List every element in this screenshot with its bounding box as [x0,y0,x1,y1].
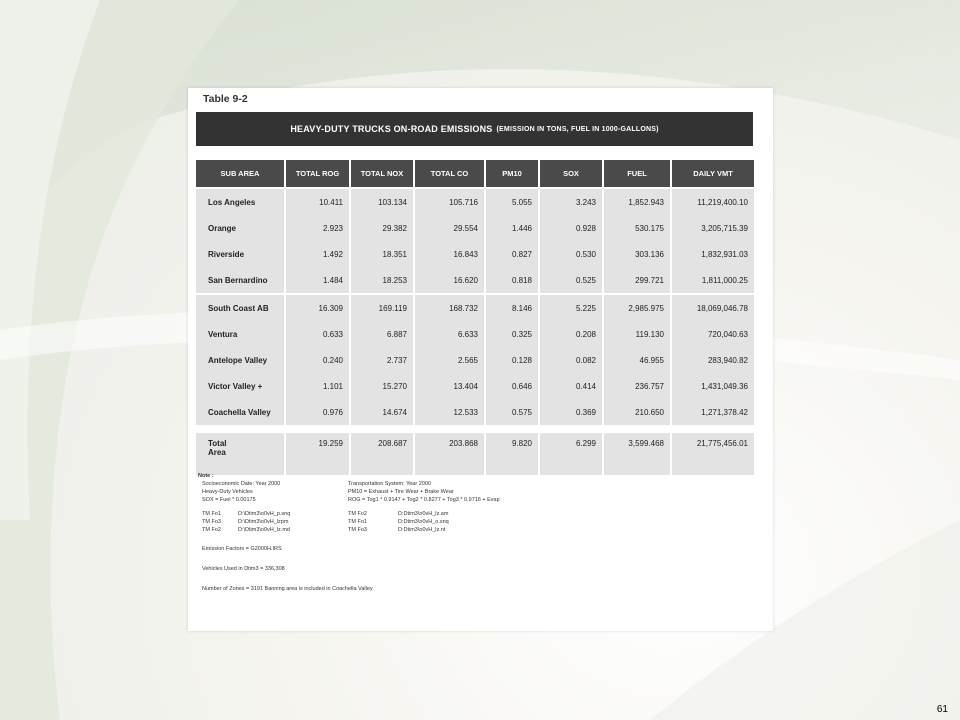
table-cell: 29.382 [351,215,415,241]
table-cell: 169.119 [351,295,415,321]
table-cell: 9.820 [486,433,540,475]
column-header: SOX [540,160,604,187]
table-cell: 0.646 [486,373,540,399]
table-cell: 10.411 [286,189,351,215]
table-row [196,295,754,321]
table-cell: 0.633 [286,321,351,347]
table-cell: 1,811,000.25 [701,275,748,285]
table-cell: 0.369 [540,399,604,425]
table-cell: Coachella Valley [196,399,286,425]
file-path: D:Dtim3\o0vH_lz.nt [398,527,446,533]
table-cell: 12.533 [415,399,486,425]
table-row [196,373,754,399]
note-sox: SOX = Fuel * 0.00175 [202,497,256,503]
table-row [196,399,754,425]
table-cell: Victor Valley + [196,373,286,399]
table-cell: 18.253 [351,267,415,293]
table-row [196,241,754,267]
table-cell: Riverside [196,241,286,267]
table-row [196,267,754,293]
note-hdv: Heavy-Duty Vehicles [202,489,253,495]
table-cell: 1,431,049.36 [701,381,748,391]
column-header: TOTAL CO [415,160,486,187]
emissions-table [196,160,754,475]
table-group-regions [196,295,754,425]
table-cell: 0.082 [540,347,604,373]
total-label-line2: Area [208,448,226,457]
table-cell: 2.923 [286,215,351,241]
file-label: TM Fo3 [348,527,367,533]
table-cell: 5.225 [540,295,604,321]
table-cell: 14.674 [351,399,415,425]
column-header: SUB AREA [196,160,286,187]
table-cell: 720,040.63 [707,329,748,339]
table-cell: 1.446 [486,215,540,241]
notes-heading: Note : [198,473,214,479]
table-cell: 6.299 [540,433,604,475]
table-cell: 1.492 [286,241,351,267]
file-label: TM Fo3 [202,519,221,525]
table-cell: Orange [196,215,286,241]
table-cell: 3,205,715.39 [701,223,748,233]
table-cell: 303.136 [604,241,672,267]
file-path: D:Dtim3\o0vH_o.snq [398,519,449,525]
table-cell: Antelope Valley [196,347,286,373]
file-label: TM Fo2 [348,511,367,517]
file-label: TM Fo2 [202,527,221,533]
table-cell-total-label [196,433,286,475]
table-cell: 0.208 [540,321,604,347]
table-title-bar [196,112,753,146]
table-row [196,215,754,241]
table-cell: 299.721 [604,267,672,293]
table-cell: 1.484 [286,267,351,293]
table-cell: 16.843 [415,241,486,267]
table-header-row [196,160,754,187]
table-cell: 3,599.468 [604,433,672,475]
table-cell: 6.887 [351,321,415,347]
table-cell: 18,069,046.78 [696,303,748,313]
column-header: PM10 [486,160,540,187]
table-cell: 0.325 [486,321,540,347]
table-cell: 0.530 [540,241,604,267]
file-path: D:\Dtim3\o0vH_p.snq [238,511,291,517]
table-cell: Los Angeles [196,189,286,215]
table-cell: 210.650 [604,399,672,425]
file-path: D:\Dtim3\o0vH_lz.md [238,527,290,533]
table-cell: 13.404 [415,373,486,399]
table-cell: 15.270 [351,373,415,399]
table-row [196,347,754,373]
table-cell: 168.732 [415,295,486,321]
table-cell: 105.716 [415,189,486,215]
table-cell: 2,985.975 [604,295,672,321]
slide-page-number: 61 [936,704,948,715]
note-transport: Transportation System: Year 2000 [348,481,431,487]
table-cell: 19.259 [286,433,351,475]
note-zones: Number of Zones = 3191 Banning area is included in Coachella Valley [202,586,373,592]
table-group-counties [196,189,754,293]
table-cell: 5.055 [486,189,540,215]
table-cell: 530.175 [604,215,672,241]
table-row [196,189,754,215]
note-rog: ROG = Tog1 * 0.9147 + Tog2 * 0.8277 + Tog3 * 0.9716 + Evap [348,497,500,503]
table-cell: 16.309 [286,295,351,321]
table-cell: 0.525 [540,267,604,293]
table-cell: 21,775,456.01 [696,439,748,448]
table-cell: 0.414 [540,373,604,399]
table-cell: 1,271,378.42 [701,407,748,417]
table-cell: 1,832,931.03 [701,249,748,259]
table-cell: 0.240 [286,347,351,373]
note-socio: Socioeconomic Date: Year 2000 [202,481,281,487]
table-row [196,321,754,347]
column-header: DAILY VMT [672,160,754,187]
table-cell: 29.554 [415,215,486,241]
table-cell: 0.928 [540,215,604,241]
column-header: TOTAL ROG [286,160,351,187]
table-title: HEAVY-DUTY TRUCKS ON-ROAD EMISSIONS [290,124,493,134]
file-path: D:\Dtim3\o0vH_lzpm [238,519,289,525]
table-cell: 2.565 [415,347,486,373]
table-cell: 2.737 [351,347,415,373]
total-label-line1: Total [208,439,227,448]
file-label: TM Fo1 [348,519,367,525]
table-cell: 18.351 [351,241,415,267]
table-cell: 103.134 [351,189,415,215]
document-page [188,88,773,631]
column-header: TOTAL NOX [351,160,415,187]
table-cell: 16.620 [415,267,486,293]
table-cell: 1.101 [286,373,351,399]
table-cell: 0.976 [286,399,351,425]
table-group-total [196,433,754,475]
table-label: Table 9-2 [203,93,248,105]
table-cell: 0.128 [486,347,540,373]
table-cell: South Coast AB [196,295,286,321]
table-cell: 1,852.943 [604,189,672,215]
file-path: D:Dtim3\o0vH_lz.am [398,511,449,517]
table-cell: 0.575 [486,399,540,425]
note-pm10: PM10 = Exhaust + Tire Wear + Brake Wear [348,489,454,495]
table-cell: 6.633 [415,321,486,347]
note-vehicles: Vehicles Used in Dtim3 = 336,308 [202,566,285,572]
note-emission-factors: Emission Factors = G2000H.IRS [202,546,282,552]
table-cell: 119.130 [604,321,672,347]
table-cell: 3.243 [540,189,604,215]
table-cell: 0.818 [486,267,540,293]
table-cell: 236.757 [604,373,672,399]
table-cell: 203.868 [415,433,486,475]
table-cell: 11,219,400.10 [697,197,748,207]
table-cell: San Bernardino [196,267,286,293]
table-cell: 8.146 [486,295,540,321]
table-cell: 208.687 [351,433,415,475]
table-subtitle: (EMISSION IN TONS, FUEL IN 1000-GALLONS) [496,125,659,133]
table-cell: 46.955 [604,347,672,373]
column-header: FUEL [604,160,672,187]
table-cell: 283,940.82 [707,355,748,365]
file-label: TM Fo1 [202,511,221,517]
table-cell: 0.827 [486,241,540,267]
table-row-total [196,433,754,475]
table-cell: Ventura [196,321,286,347]
